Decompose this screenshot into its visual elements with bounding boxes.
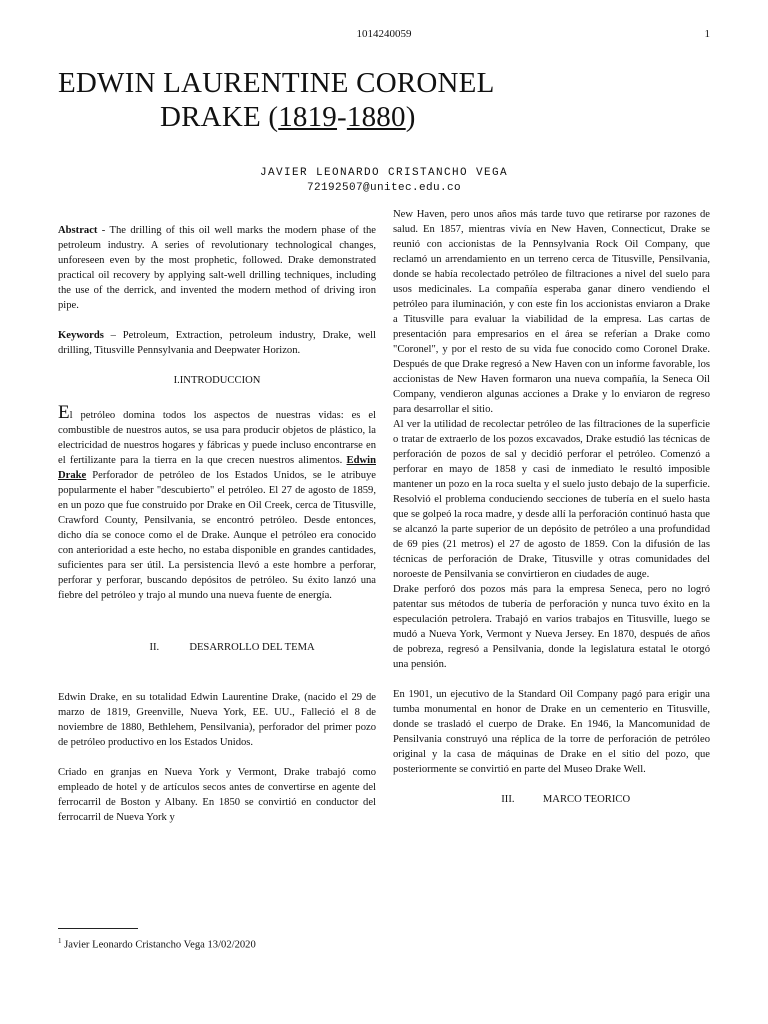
section-heading-marco-teorico [393, 792, 710, 807]
title-name-part: DRAKE ( [160, 101, 279, 133]
birth-year-link[interactable]: 1819 [278, 101, 338, 133]
desarrollo-paragraph-1: Edwin Drake, en su totalidad Edwin Laurentine Drake, (nacido el 29 de marzo de 1819, Greenville, Nueva York, EE. UU., Falleció el 8 de noviembre de 1880, Bethlehem, Pensilvania), perforador del primer pozo de petróleo productivo en los Estados Unidos. [58, 692, 376, 748]
header-document-id: 1014240059 [356, 28, 412, 40]
intro-text-2: Perforador de petróleo de los Estados Unidos, se le atribuye popularmente el haber "descubierto" el petróleo. El 27 de agosto de 1859, en un pozo que fue construido por Drake en Oil Creek, cerca de Titusville, Crawford County, Pensilvania, se encontró petróleo. Desde entonces, dicho día se conoce como el de Drake. Aunque el petróleo era conocido con anterioridad a este hecho, no estaba disponible en grandes cantidades, suficientes para ser útil. La persistencia llevó a este hombre a perforar, perforar y perforar, buscando depósitos de petróleo. Su éxito lanzó una fiebre del petróleo y trajo al mundo una nueva fuente de energía. [58, 470, 376, 601]
section-title: MARCO TEORICO [542, 794, 631, 805]
keywords-paragraph [58, 328, 376, 358]
abstract-paragraph [58, 223, 376, 313]
title-close-paren: ) [405, 101, 416, 133]
section-number: III. [501, 794, 515, 805]
right-paragraph-3: Drake perforó dos pozos más para la empresa Seneca, pero no logró patentar sus métodos de tubería de perforación y nunca tuvo éxito en la especulación petrolera. Trabajó en varios trabajos en Titusville, luego se mudó a Nueva York, Vermont y Nueva Jersey. En 1870, después de años de pobreza, regresó a Pensilvania, donde la legislatura estatal le otorgó una pensión. [393, 584, 710, 670]
death-year-link[interactable]: 1880 [346, 101, 406, 133]
page-number: 1 [704, 28, 710, 40]
keywords-label: Keywords [58, 330, 104, 341]
edwin-drake-bold: Edwin Drake [58, 455, 376, 481]
right-paragraph-1: New Haven, pero unos años más tarde tuvo que retirarse por razones de salud. En 1857, mientras vivía en New Haven, Connecticut, Drake se reunió con accionistas de la Pennsylvania Rock Oil Company, que reclamó un arrendamiento en un terreno cerca de Titusville, Pensilvania, donde se había recolectado petróleo de filtraciones a nivel del suelo para usos medicinales. La compañía esperaba ganar dinero vendiendo el petróleo para iluminación, y con este fin los accionistas enviaron a Drake a Titusville para evaluar la viabilidad de la empresa. Las cartas de presentación para empresarios en el área se referían a Drake como "Coronel", y por el resto de su vida fue conocido como Coronel Drake. Después de que Drake regresó a New Haven con un informe favorable, los accionistas de New Haven formaron una nueva compañía, la Seneca Oil Company, vendieron algunas acciones a Drake y lo enviaron de regreso para desarrollar el sitio. [393, 209, 710, 415]
right-paragraph-4: En 1901, un ejecutivo de la Standard Oil Company pagó para erigir una tumba monumental en honor de Drake en un cementerio en Titusville, donde se trasladó el cuerpo de Drake. En 1946, la Mancomunidad de Pensilvania construyó una réplica de la torre de perforación de petróleo original y la casa de máquinas de Drake en el sitio del pozo, que posteriormente se convirtió en parte del Museo Drake Well. [393, 689, 710, 775]
intro-dropcap: E [58, 402, 70, 423]
title-line-2 [58, 100, 718, 134]
keywords-text: – Petroleum, Extraction, petroleum industry, Drake, well drilling, Titusville Pennsylvania and Deepwater Horizon. [58, 330, 376, 356]
left-column [58, 223, 376, 825]
section-number: II. [149, 642, 160, 653]
section-heading-introduccion: I.INTRODUCCION [173, 375, 261, 386]
right-column [393, 207, 710, 807]
intro-text-1: l petróleo domina todos los aspectos de nuestras vidas: es el combustible de nuestros autos, se usa para producir objetos de plástico, la electricidad de nuestros hogares y fábricas y puede incluso encontrarse en el fertilizante para la tierra en la que crecen nuestros alimentos. [58, 410, 376, 466]
author-name: JAVIER LEONARDO CRISTANCHO VEGA [259, 167, 509, 179]
section-heading-desarrollo [58, 640, 376, 655]
author-email: 72192507@unitec.edu.co [306, 182, 462, 194]
desarrollo-paragraph-2: Criado en granjas en Nueva York y Vermont, Drake trabajó como empleado de hotel y de artículos secos antes de convertirse en agente del ferrocarril de Boston y Albany. En 1850 se convirtió en conductor del ferrocarril de Nueva York y [58, 767, 376, 823]
year-dash: - [337, 101, 347, 133]
author-block [0, 166, 768, 196]
paper-title [58, 66, 718, 134]
footnote-mark: 1 [58, 937, 62, 945]
footnote-divider [58, 928, 138, 929]
abstract-label: Abstract [58, 225, 98, 236]
footnote [58, 934, 256, 953]
section-title: DESARROLLO DEL TEMA [189, 642, 315, 653]
title-line-1: EDWIN LAURENTINE CORONEL [58, 67, 495, 99]
intro-paragraph [58, 402, 376, 603]
footnote-text: Javier Leonardo Cristancho Vega 13/02/2020 [61, 939, 256, 951]
abstract-text: - The drilling of this oil well marks the modern phase of the petroleum industry. A series of revolutionary technological changes, unforeseen even by the most prophetic, followed. Drake demonstrated practical oil recovery by applying salt-well drilling techniques, including the use of the derrick, and invented the modern method of driving iron pipe. [58, 225, 376, 311]
right-paragraph-2: Al ver la utilidad de recolectar petróleo de las filtraciones de la superficie o tratar de extraerlo de los pozos excavados, Drake estudió las técnicas de perforación de pozos de sal y decidió perforar el petróleo. Comenzó a perforar en mayo de 1858 y casi de inmediato le resultó imposible mantener un pozo en la roca suelta y el suelo justo debajo de la superficie. Resolvió el problema conduciendo secciones de tubería en el suelo hasta que se golpeó la roca madre, y desde allí la perforación continuó hasta que se alcanzó la parte superior de un depósito de petróleo a una profundidad de 69 pies (21 metros) el 27 de agosto de 1859. Con la difusión de las técnicas de perforación de Drake, Titusville y otras comunidades del noroeste de Pensilvania se convirtieron en ciudades de auge. [393, 419, 710, 580]
